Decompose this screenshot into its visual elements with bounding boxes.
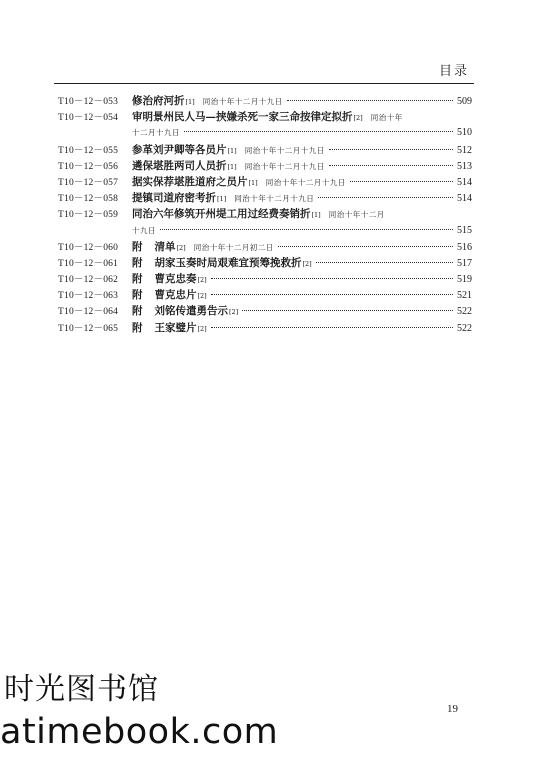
- entry-page: 510: [457, 127, 472, 139]
- dot-leader: [329, 149, 453, 150]
- entry-page: 522: [457, 306, 472, 318]
- entry-date: 同治十年十二月: [328, 210, 385, 220]
- entry-title: 清单: [154, 240, 176, 253]
- entry-page: 514: [457, 176, 472, 188]
- entry-title: 提镇司道府密考折: [132, 192, 216, 205]
- toc-entry: [58, 271, 472, 287]
- dot-leader: [316, 262, 453, 263]
- toc-entry: [58, 158, 472, 174]
- entry-note: [1]: [185, 98, 195, 106]
- entry-date: 同治十年十二月十九日: [244, 161, 325, 171]
- entry-code: T10－12－065: [58, 323, 119, 334]
- entry-note: [1]: [217, 195, 227, 204]
- toc-entry-line: [58, 303, 472, 319]
- entry-date: 同治十年十二月十九日: [234, 194, 315, 204]
- toc-entry: [58, 320, 472, 336]
- entry-code: T10－12－064: [58, 307, 119, 318]
- entry-prefix: 附: [132, 240, 143, 253]
- toc-entry-line: [58, 206, 472, 222]
- entry-title: 刘铭传遣勇告示: [154, 305, 228, 318]
- toc-entry: [58, 206, 472, 238]
- entry-note: [2]: [197, 292, 207, 301]
- dot-leader: [242, 310, 453, 311]
- entry-code: T10－12－061: [58, 258, 119, 269]
- entry-page: 517: [457, 257, 472, 269]
- watermark-site-name: 时光图书馆: [4, 672, 159, 707]
- entry-title: 参革刘尹卿等各员片: [132, 143, 227, 156]
- entry-note: [2]: [302, 259, 312, 268]
- entry-title: 审明景州民人马—挟嫌杀死一家三命按律定拟折: [132, 111, 353, 124]
- dot-leader: [278, 246, 453, 247]
- toc-entry-line: [58, 142, 472, 158]
- dot-leader: [287, 100, 453, 101]
- entry-page: 513: [457, 160, 472, 172]
- toc-entry-line: [58, 158, 472, 174]
- entry-title: 修治府河折: [132, 95, 185, 107]
- toc-entry: [58, 190, 472, 206]
- entry-page: 516: [457, 241, 472, 253]
- watermark-url: atimebook.com: [0, 712, 279, 752]
- entry-note: [2]: [197, 324, 207, 333]
- toc-entry: [58, 255, 472, 271]
- toc-entry: [58, 93, 472, 109]
- dot-leader: [211, 327, 453, 328]
- entry-code: T10－12－054: [58, 113, 119, 124]
- toc-entry: [58, 287, 472, 303]
- running-header-title: 目录: [438, 64, 469, 79]
- toc-entry-line: [58, 271, 472, 287]
- entry-note: [1]: [227, 146, 237, 155]
- entry-note: [2]: [229, 308, 239, 317]
- dot-leader: [211, 294, 453, 295]
- page-number: 19: [447, 703, 458, 715]
- entry-title: 遴保堪胜两司人员折: [132, 159, 227, 172]
- entry-date: 同治十年十二月十九日: [244, 145, 325, 155]
- entry-date-continued: 十九日: [132, 225, 156, 235]
- entry-date-continued: 十二月十九日: [132, 128, 180, 138]
- entry-code: T10－12－063: [58, 291, 119, 302]
- entry-code: T10－12－058: [58, 194, 119, 205]
- entry-code: T10－12－057: [58, 177, 119, 188]
- toc-entry: [58, 303, 472, 319]
- entry-title: 王家璧片: [154, 321, 197, 334]
- entry-note: [1]: [227, 162, 237, 171]
- entry-prefix: 附: [132, 321, 143, 334]
- header-rule: [54, 83, 474, 84]
- toc-entry-line: [58, 287, 472, 303]
- entry-page: 509: [457, 96, 472, 107]
- entry-date: 同治十年: [370, 113, 403, 123]
- entry-page: 522: [457, 322, 472, 334]
- toc-entry-line: [58, 239, 472, 255]
- entry-date: 同治十年十二月初二日: [193, 242, 274, 252]
- entry-code: T10－12－055: [58, 145, 119, 156]
- toc-entry-line: [58, 93, 472, 109]
- entry-title: 曹克忠奏: [154, 273, 197, 286]
- entry-page: 515: [457, 224, 472, 236]
- entry-code: T10－12－053: [58, 97, 119, 107]
- entry-title: 胡家玉奏时局艰难宜预筹挽救折: [154, 256, 302, 269]
- toc-entry-line: [58, 174, 472, 190]
- entry-page: 514: [457, 193, 472, 205]
- dot-leader: [184, 131, 453, 132]
- entry-code: T10－12－059: [58, 210, 119, 221]
- entry-page: 512: [457, 144, 472, 156]
- entry-title: 据实保荐堪胜道府之员片: [132, 175, 248, 188]
- entry-prefix: 附: [132, 256, 143, 269]
- toc-entry: [58, 109, 472, 141]
- dot-leader: [211, 278, 453, 279]
- entry-note: [1]: [311, 211, 321, 220]
- entry-prefix: 附: [132, 273, 143, 286]
- entry-page: 521: [457, 290, 472, 302]
- toc-entry-line: [58, 255, 472, 271]
- dot-leader: [329, 165, 453, 166]
- entry-code: T10－12－056: [58, 161, 119, 172]
- toc-entry-line: [58, 109, 472, 125]
- entry-title: 曹克忠片: [154, 289, 197, 302]
- toc-entry: [58, 174, 472, 190]
- entry-note: [1]: [248, 178, 258, 187]
- entry-code: T10－12－062: [58, 275, 119, 286]
- entry-note: [2]: [197, 276, 207, 285]
- toc-entry: [58, 239, 472, 255]
- toc-entry-line-continued: [58, 223, 472, 239]
- entry-prefix: 附: [132, 289, 143, 302]
- entry-note: [2]: [353, 114, 363, 123]
- entry-title: 同治六年修筑开州堤工用过经费奏销折: [132, 208, 311, 221]
- entry-prefix: 附: [132, 305, 143, 318]
- dot-leader: [318, 197, 453, 198]
- toc-entry-line: [58, 320, 472, 336]
- entry-date: 同治十年十二月十九日: [265, 177, 346, 187]
- toc-entry-line-continued: [58, 125, 472, 141]
- entry-date: 同治十年十二月十九日: [202, 97, 283, 106]
- entry-page: 519: [457, 274, 472, 286]
- toc-entry: [58, 142, 472, 158]
- toc-entry-line: [58, 190, 472, 206]
- dot-leader: [350, 181, 453, 182]
- dot-leader: [160, 229, 453, 230]
- entry-code: T10－12－060: [58, 242, 119, 253]
- entry-note: [2]: [176, 243, 186, 252]
- table-of-contents: [58, 93, 472, 336]
